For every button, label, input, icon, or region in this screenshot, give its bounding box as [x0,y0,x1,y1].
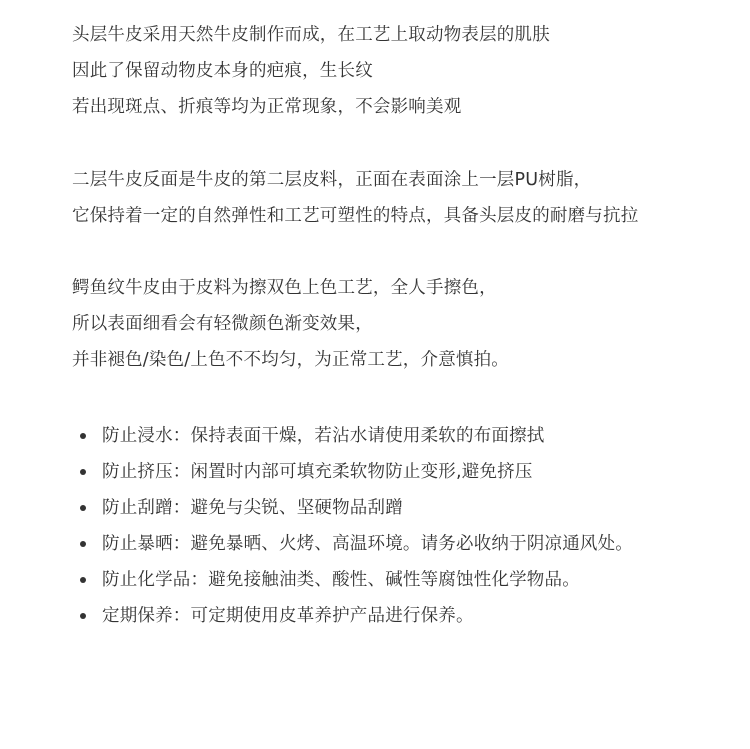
list-item [72,490,742,526]
paragraph-line: 并非褪色/染色/上色不不均匀，为正常工艺，介意慎拍。 [72,350,509,370]
list-item [72,418,742,454]
paragraph-line: 鳄鱼纹牛皮由于皮料为擦双色上色工艺，全人手擦色， [72,278,497,298]
bullet-dot-icon [80,613,86,619]
paragraph-line: 若出现斑点、折痕等均为正常现象，不会影响美观 [72,97,462,117]
list-item [72,454,742,490]
care-tip-text: 防止暴晒：避免暴晒、火烤、高温环境。请务必收纳于阴凉通风处。 [102,534,633,554]
paragraph-crocodile-leather [72,270,742,378]
care-tips-list [72,418,742,634]
care-tip-text: 定期保养：可定期使用皮革养护产品进行保养。 [102,606,474,626]
list-item [72,598,742,634]
bullet-dot-icon [80,577,86,583]
care-tip-text: 防止化学品：避免接触油类、酸性、碱性等腐蚀性化学物品。 [102,570,580,590]
paragraph-top-grain-leather [72,17,742,125]
paragraph-line: 所以表面细看会有轻微颜色渐变效果， [72,314,373,334]
bullet-dot-icon [80,505,86,511]
care-tip-text: 防止刮蹭：避免与尖锐、坚硬物品刮蹭 [102,498,403,518]
list-item [72,562,742,598]
care-tip-text: 防止浸水：保持表面干燥，若沾水请使用柔软的布面擦拭 [102,426,545,446]
paragraph-line: 它保持着一定的自然弹性和工艺可塑性的特点，具备头层皮的耐磨与抗拉 [72,206,639,226]
list-item [72,526,742,562]
bullet-dot-icon [80,541,86,547]
bullet-dot-icon [80,469,86,475]
bullet-dot-icon [80,433,86,439]
paragraph-line: 因此了保留动物皮本身的疤痕，生长纹 [72,61,373,81]
care-tip-text: 防止挤压：闲置时内部可填充柔软物防止变形,避免挤压 [102,462,533,482]
paragraph-split-leather [72,162,742,234]
paragraph-line: 头层牛皮采用天然牛皮制作而成，在工艺上取动物表层的肌肤 [72,25,550,45]
paragraph-line: 二层牛皮反面是牛皮的第二层皮料，正面在表面涂上一层PU树脂， [72,170,592,190]
